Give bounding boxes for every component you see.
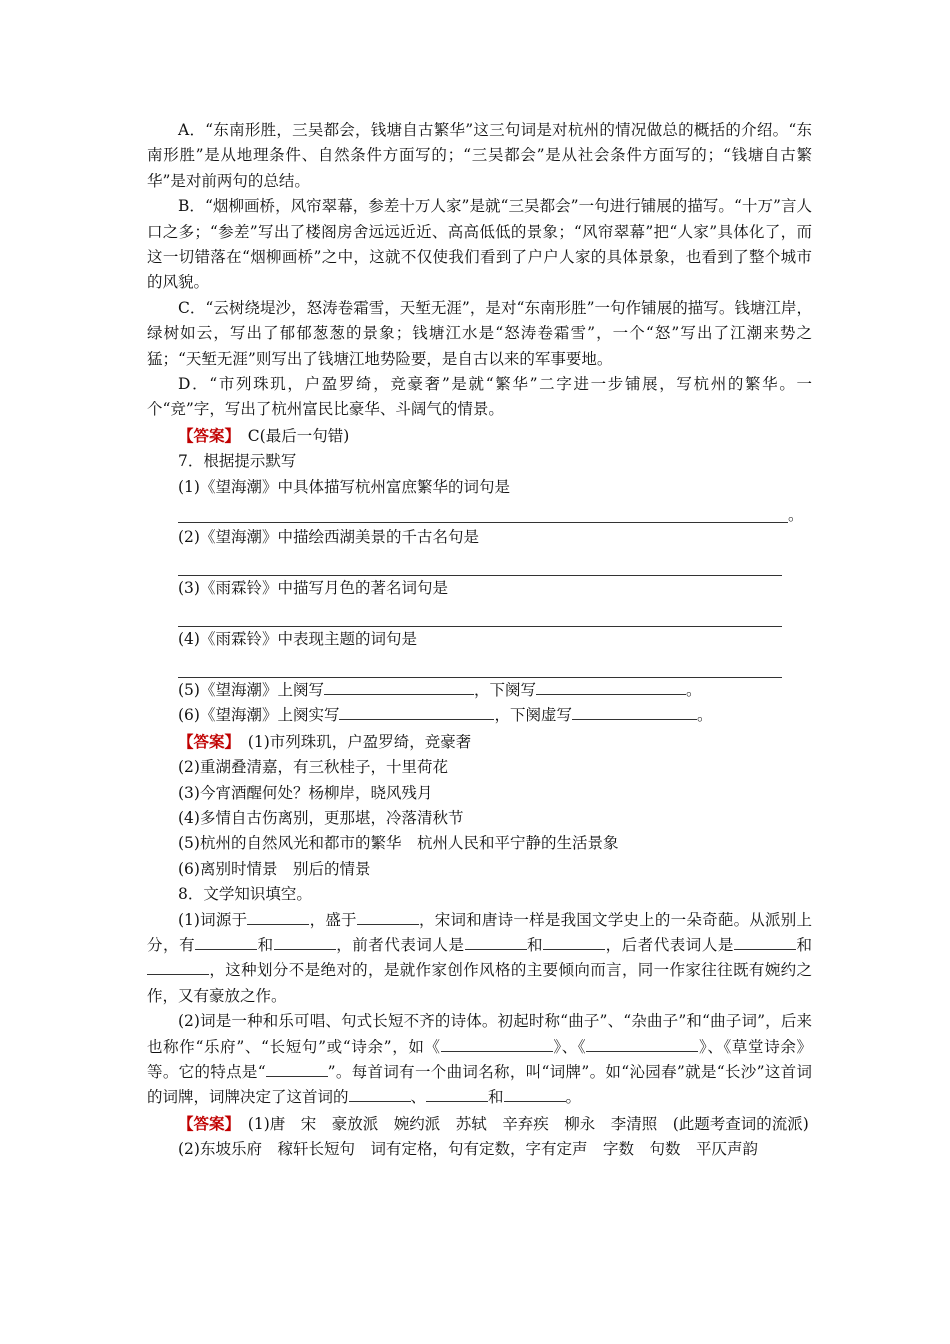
- answer-blank[interactable]: [536, 679, 686, 695]
- q7-item-6: [147, 703, 812, 728]
- item-6-text-a: (6)《望海潮》上阕实写: [178, 706, 340, 725]
- q7-answer-5: (5)杭州的自然风光和都市的繁华 杭州人民和平宁静的生活景象: [178, 834, 619, 853]
- answer-blank[interactable]: [357, 909, 419, 925]
- answer-blank[interactable]: [247, 909, 309, 925]
- q7-answer-6: (6)离别时情景 别后的情景: [178, 859, 371, 878]
- q7-answer: [147, 729, 812, 755]
- answer-blank[interactable]: [339, 704, 494, 720]
- q8-text: 和: [526, 935, 544, 954]
- q7-answer-2: (2)重湖叠清嘉，有三秋桂子，十里荷花: [178, 758, 448, 777]
- q8-text: 。: [565, 1088, 582, 1107]
- answer-blank[interactable]: [349, 1086, 411, 1102]
- q7-item-4: (4)《雨霖铃》中表现主题的词句是: [178, 630, 417, 649]
- answer-blank[interactable]: [195, 934, 257, 950]
- q8-answer-2: (2)东坡乐府 稼轩长短句 词有定格，句有定数，字有定声 字数 句数 平仄声韵: [178, 1140, 758, 1159]
- q8-text: 、: [410, 1088, 427, 1107]
- q7-item-3: (3)《雨霖铃》中描写月色的著名词句是: [178, 579, 448, 598]
- option-a: A．“东南形胜，三吴都会，钱塘自古繁华”这三句词是对杭州的情况做总的概括的介绍。“东南形胜”是从地理条件、自然条件方面写的；“三吴都会”是从社会条件方面写的；“钱塘自古繁华”是对前两句的总结。: [147, 121, 812, 190]
- answer-blank[interactable]: [504, 1086, 566, 1102]
- item-5-text-c: 。: [685, 680, 702, 699]
- option-d: D．“市列珠玑，户盈罗绮，竞豪奢”是就“繁华”二字进一步铺展，写杭州的繁华。一个“竞”字，写出了杭州富民比豪华、斗阔气的情景。: [147, 375, 812, 419]
- item-5-text-a: (5)《望海潮》上阕写: [178, 680, 324, 699]
- item-6-text-c: 。: [696, 706, 713, 725]
- q8-text: (1)词源于: [178, 910, 248, 929]
- answer-blank[interactable]: [543, 934, 605, 950]
- q8-text: ，宋词和唐诗一样是我国文学史上的一朵奇葩。从派别上分，有: [147, 910, 812, 954]
- q7-title: 7．根据提示默写: [178, 452, 297, 471]
- answer-blank[interactable]: [426, 1086, 488, 1102]
- answer-blank[interactable]: [178, 652, 782, 677]
- q7-item-1-answer-row: [147, 500, 812, 525]
- answer-label: 【答案】: [178, 425, 233, 445]
- q8-text: (2)词是一种和乐可唱、句式长短不齐的诗体。初起时称“曲子”、“杂曲子”和“曲子词”，后来也称作“乐府”、“长短句”或“诗余”，如《: [147, 1012, 812, 1056]
- q8-text: 》、《草堂诗余》等。它的特点是“: [147, 1037, 812, 1081]
- option-b: B．“烟柳画桥，风帘翠幕，参差十万人家”是就“三吴都会”一句进行铺展的描写。“十万”言人口之多；“参差”写出了楼阁房舍远远近近、高高低低的景象；“风帘翠幕”把“人家”具体化了，而这一切错落在“烟柳画桥”之中，这就不仅使我们看到了户户人家的具体景象，也看到了整个城市的风貌。: [147, 197, 812, 292]
- q6-answer: [147, 423, 812, 449]
- answer-blank[interactable]: [441, 1036, 553, 1052]
- q7-item-1: (1)《望海潮》中具体描写杭州富庶繁华的词句是: [178, 477, 510, 496]
- answer-blank[interactable]: [178, 602, 782, 627]
- item-6-text-b: ，下阕虚写: [494, 706, 572, 725]
- answer-blank[interactable]: [274, 934, 336, 950]
- q8-part-1: [147, 908, 812, 1010]
- answer-blank[interactable]: [266, 1061, 328, 1077]
- answer-blank[interactable]: [465, 934, 527, 950]
- answer-blank[interactable]: [734, 934, 796, 950]
- q7-item-2: (2)《望海潮》中描绘西湖美景的千古名句是: [178, 528, 479, 547]
- q8-text: ，盛于: [309, 910, 357, 929]
- end-mark: 。: [788, 506, 804, 525]
- answer-label: 【答案】: [178, 1113, 233, 1133]
- q7-answer-1: (1)市列珠玑，户盈罗绮，竞豪奢: [247, 732, 472, 751]
- q8-text: 和: [257, 935, 274, 954]
- document-page: [147, 118, 812, 1163]
- answer-blank[interactable]: [178, 498, 788, 523]
- q8-text: ，前者代表词人是: [335, 935, 465, 954]
- q8-text: 》、《: [552, 1037, 587, 1056]
- answer-blank[interactable]: [147, 959, 209, 975]
- answer-blank[interactable]: [324, 679, 474, 695]
- option-c: C．“云树绕堤沙，怒涛卷霜雪，天堑无涯”，是对“东南形胜”一句作铺展的描写。钱塘江岸，绿树如云，写出了郁郁葱葱的景象；钱塘江水是“怒涛卷霜雪”，一个“怒”写出了江潮来势之猛；“天堑无涯”则写出了钱塘江地势险要，是自古以来的军事要地。: [147, 298, 812, 368]
- q7-answer-3: (3)今宵酒醒何处？杨柳岸，晓风残月: [178, 783, 433, 802]
- q8-answer-1-text: (1)唐 宋 豪放派 婉约派 苏轼 辛弃疾 柳永 李清照 (此题考查词的流派): [247, 1114, 809, 1133]
- answer-blank[interactable]: [586, 1036, 698, 1052]
- q8-text: ，这种划分不是绝对的，是就作家创作风格的主要倾向而言，同一作家往往既有婉约之作，又有豪放之作。: [147, 961, 812, 1005]
- q8-answer-1: [147, 1111, 812, 1137]
- q8-text: 和: [795, 935, 812, 954]
- answer-blank[interactable]: [572, 704, 697, 720]
- answer-blank[interactable]: [178, 551, 782, 576]
- q8-text: ，后者代表词人是: [605, 935, 734, 954]
- q8-text: ”。每首词有一个曲词名称，叫“词牌”。如“沁园春”就是“长沙”这首词的词牌，词牌决定了这首词的: [147, 1062, 812, 1107]
- q7-answer-4: (4)多情自古伤离别，更那堪，冷落清秋节: [178, 808, 464, 827]
- q8-title: 8．文学知识填空。: [178, 885, 312, 904]
- q7-item-5: [147, 678, 812, 703]
- q6-answer-text: C(最后一句错): [247, 426, 350, 445]
- q8-text: 和: [488, 1088, 504, 1107]
- item-5-text-b: ，下阕写: [473, 680, 536, 699]
- answer-label: 【答案】: [178, 731, 233, 751]
- q8-part-2: [147, 1009, 812, 1111]
